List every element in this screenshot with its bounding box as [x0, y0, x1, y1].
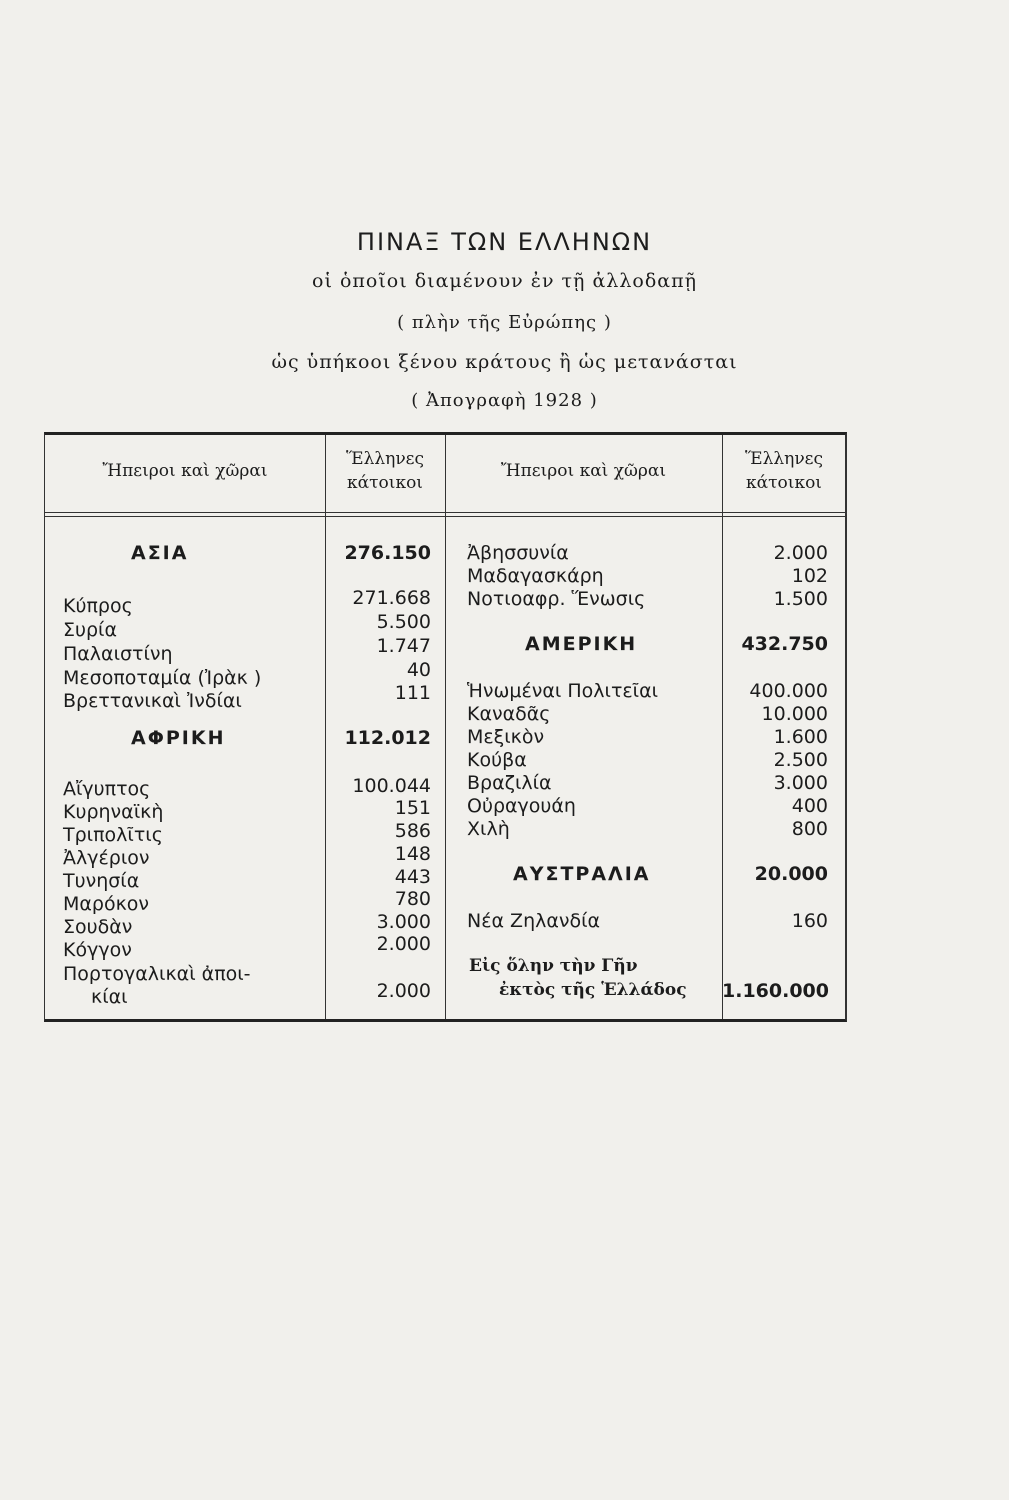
country-value: 271.668: [352, 587, 431, 609]
header-residents-left: [325, 447, 445, 495]
header-residents-left-line1: Ἕλληνες: [346, 449, 424, 469]
country-name: Κυρηναϊκὴ: [63, 801, 164, 823]
country-value: 3.000: [376, 911, 431, 933]
header-residents-right-line1: Ἕλληνες: [745, 449, 823, 469]
header-residents-right: [722, 447, 846, 495]
country-value: 586: [394, 820, 431, 842]
country-name: Νοτιοαφρ. Ἕνωσις: [467, 588, 646, 610]
grand-total-label-line2: ἐκτὸς τῆς Ἑλλάδος: [499, 980, 687, 1000]
country-name: Παλαιστίνη: [63, 643, 173, 665]
country-name: Τριπολῖτις: [63, 824, 163, 846]
country-value: 443: [394, 866, 431, 888]
country-name: Συρία: [63, 619, 118, 641]
continent-total-asia: 276.150: [344, 542, 431, 564]
country-name: Νέα Ζηλανδία: [467, 910, 601, 932]
country-value: 2.000: [376, 933, 431, 955]
country-name: Μαρόκον: [63, 893, 150, 915]
page-title: ΠΙΝΑΞ ΤΩΝ ΕΛΛΗΝΩΝ: [356, 228, 653, 256]
column-divider: [445, 435, 446, 1019]
country-value: 100.044: [352, 775, 431, 797]
continent-total-america: 432.750: [741, 633, 828, 655]
country-value: 40: [406, 659, 431, 681]
country-value: 2.000: [376, 980, 431, 1002]
country-value: 3.000: [773, 772, 828, 794]
country-value: 400: [791, 795, 828, 817]
country-value: 800: [791, 818, 828, 840]
census-table: [44, 432, 847, 1022]
country-value: 148: [394, 843, 431, 865]
country-name: Ἡνωμέναι Πολιτεῖαι: [467, 680, 659, 702]
continent-label-america: ΑΜΕΡΙΚΗ: [525, 633, 638, 655]
country-value: 780: [394, 888, 431, 910]
country-name: Μεξικὸν: [467, 726, 545, 748]
country-name: Χιλὴ: [467, 818, 510, 840]
subtitle-line-3: ὡς ὑπήκοοι ξένου κράτους ἢ ὡς μετανάσται: [271, 351, 738, 373]
grand-total-label-line1: Εἰς ὅλην τὴν Γῆν: [469, 956, 638, 976]
subtitle-line-1: οἱ ὁποῖοι διαμένουν ἐν τῇ ἀλλοδαπῇ: [312, 270, 697, 292]
country-name: Μαδαγασκάρη: [467, 565, 604, 587]
country-name: Κόγγον: [63, 939, 132, 961]
country-name: Καναδᾶς: [467, 703, 551, 725]
country-value: 1.600: [773, 726, 828, 748]
country-name: Κούβα: [467, 749, 527, 771]
country-name: Βρεττανικαὶ Ἰνδίαι: [63, 690, 242, 712]
country-value: 2.500: [773, 749, 828, 771]
country-name: Σουδὰν: [63, 916, 133, 938]
country-value: 151: [394, 797, 431, 819]
header-residents-right-line2: κάτοικοι: [746, 473, 822, 493]
continent-total-australia: 20.000: [754, 863, 828, 885]
header-rule: [45, 516, 845, 517]
continent-label-australia: ΑΥΣΤΡΑΛΙΑ: [513, 863, 651, 885]
country-name: Μεσοποταμία (Ἰρὰκ ): [63, 667, 262, 689]
country-value: 111: [394, 682, 431, 704]
continent-label-asia: ΑΣΙΑ: [131, 542, 189, 564]
country-name: Βραζιλία: [467, 772, 552, 794]
continent-total-africa: 112.012: [344, 727, 431, 749]
country-value: 1.500: [773, 588, 828, 610]
country-value: 160: [791, 910, 828, 932]
country-name: Τυνησία: [63, 870, 140, 892]
country-name: Οὐραγουάη: [467, 795, 576, 817]
country-value: 5.500: [376, 611, 431, 633]
grand-total-value: 1.160.000: [722, 980, 829, 1002]
country-value: 102: [791, 565, 828, 587]
subtitle-line-2: ( πλὴν τῆς Εὐρώπης ): [397, 312, 612, 333]
header-rule: [45, 512, 845, 513]
continent-label-africa: ΑΦΡΙΚΗ: [131, 727, 226, 749]
header-regions-right: Ἤπειροι καὶ χῶραι: [500, 461, 667, 481]
country-value: 400.000: [749, 680, 828, 702]
country-name: Αἴγυπτος: [63, 778, 151, 800]
country-value: 2.000: [773, 542, 828, 564]
country-value: 10.000: [761, 703, 828, 725]
country-name-continued: κίαι: [91, 986, 128, 1008]
country-name: Ἀβησσυνία: [467, 542, 569, 564]
header-residents-left-line2: κάτοικοι: [347, 473, 423, 493]
subtitle-line-4: ( Ἀπογραφὴ 1928 ): [411, 390, 598, 411]
country-name: Κύπρος: [63, 595, 133, 617]
header-regions-left: Ἤπειροι καὶ χῶραι: [102, 461, 268, 481]
country-value: 1.747: [376, 635, 431, 657]
country-name: Ἀλγέριον: [63, 847, 150, 869]
country-name: Πορτογαλικαὶ ἀποι-: [63, 963, 251, 985]
